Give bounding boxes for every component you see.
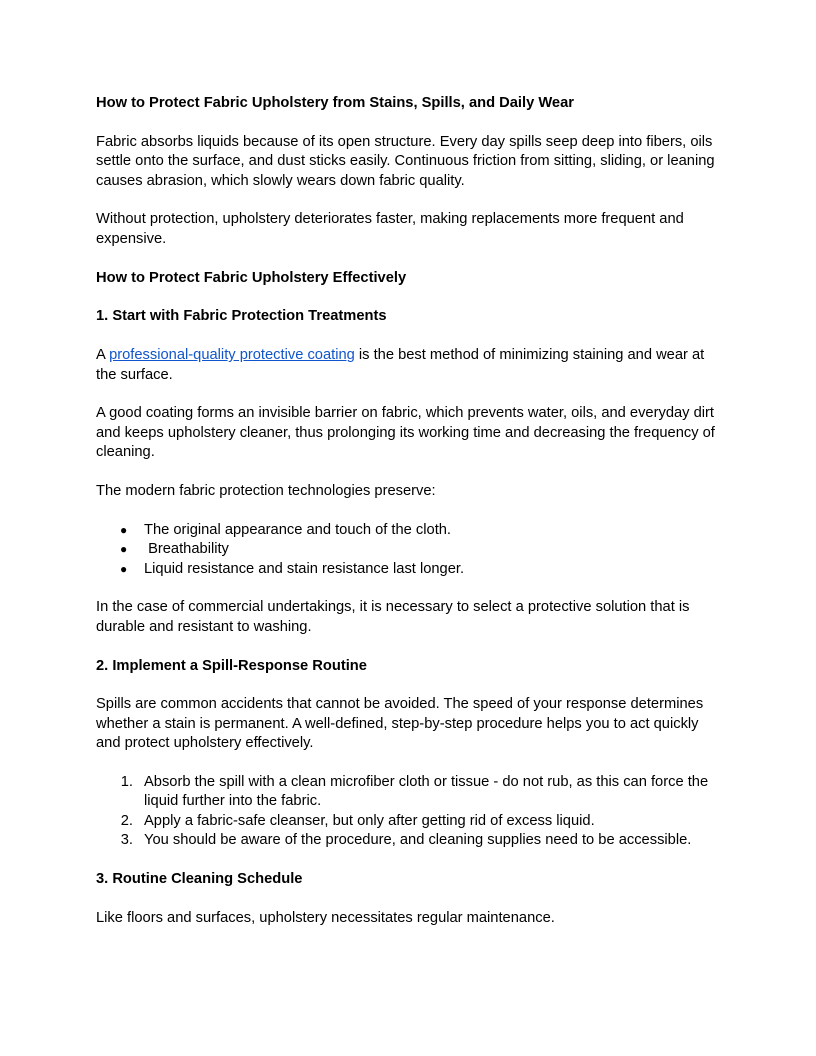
list-item-text: Liquid resistance and stain resistance last longer. (144, 560, 465, 577)
section-1-paragraph-3: The modern fabric protection technologies preserve: (96, 483, 436, 500)
list-number: 1. (120, 774, 133, 791)
section-1-paragraph-2: A good coating forms an invisible barrier on fabric, which prevents water, oils, and everyday dirt and keeps upholstery cleaner, thus prolonging its working time and decreasing the frequency of cleaning. (96, 405, 715, 461)
list-item (96, 773, 720, 812)
link-suffix: is the best method of minimizing staining and wear at the surface. (96, 347, 705, 383)
list-item (96, 831, 720, 850)
list-item-text: Apply a fabric-safe cleanser, but only after getting rid of excess liquid. (144, 812, 595, 829)
list-item-text: Breathability (144, 541, 229, 558)
list-item (96, 540, 720, 559)
section-3-paragraph-1: Like floors and surfaces, upholstery necessitates regular maintenance. (96, 909, 555, 926)
section-2-paragraph-1: Spills are common accidents that cannot be avoided. The speed of your response determines whether a stain is permanent. A well-defined, step-by-step procedure helps you to act quickly and protect upholstery effectively. (96, 696, 704, 752)
numbered-list (96, 773, 720, 851)
section-main-heading: How to Protect Fabric Upholstery Effectively (96, 269, 407, 286)
bullet-icon: ● (120, 542, 128, 557)
list-item-text: The original appearance and touch of the cloth. (144, 521, 452, 538)
bullet-icon: ● (120, 561, 128, 576)
section-2-heading: 2. Implement a Spill-Response Routine (96, 657, 367, 674)
section-1-heading: 1. Start with Fabric Protection Treatments (96, 308, 387, 325)
document-title: How to Protect Fabric Upholstery from Stains, Spills, and Daily Wear (96, 95, 574, 111)
list-number: 3. (120, 832, 133, 849)
intro-paragraph-1: Fabric absorbs liquids because of its open structure. Every day spills seep deep into fibers, oils settle onto the surface, and dust sticks easily. Continuous friction from sitting, sliding, or leaning causes abrasion, which slowly wears down fabric quality. (96, 133, 715, 189)
section-1-paragraph-4: In the case of commercial undertakings, it is necessary to select a protective solution that is durable and resistant to washing. (96, 599, 690, 635)
list-item (96, 521, 720, 540)
list-item-text: You should be aware of the procedure, and cleaning supplies need to be accessible. (144, 832, 692, 849)
section-1-paragraph-1 (96, 346, 720, 385)
list-number: 2. (120, 812, 133, 829)
link-prefix: A (96, 347, 110, 364)
intro-paragraph-2: Without protection, upholstery deteriorates faster, making replacements more frequent and expensive. (96, 211, 684, 247)
list-item (96, 812, 720, 831)
section-3-heading: 3. Routine Cleaning Schedule (96, 871, 303, 888)
bullet-list (96, 521, 720, 579)
document-page (96, 94, 720, 948)
protective-coating-link[interactable]: professional-quality protective coating (109, 347, 355, 364)
list-item-text: Absorb the spill with a clean microfiber cloth or tissue - do not rub, as this can force the liquid further into the fabric. (144, 774, 709, 810)
list-item (96, 560, 720, 579)
bullet-icon: ● (120, 522, 128, 537)
